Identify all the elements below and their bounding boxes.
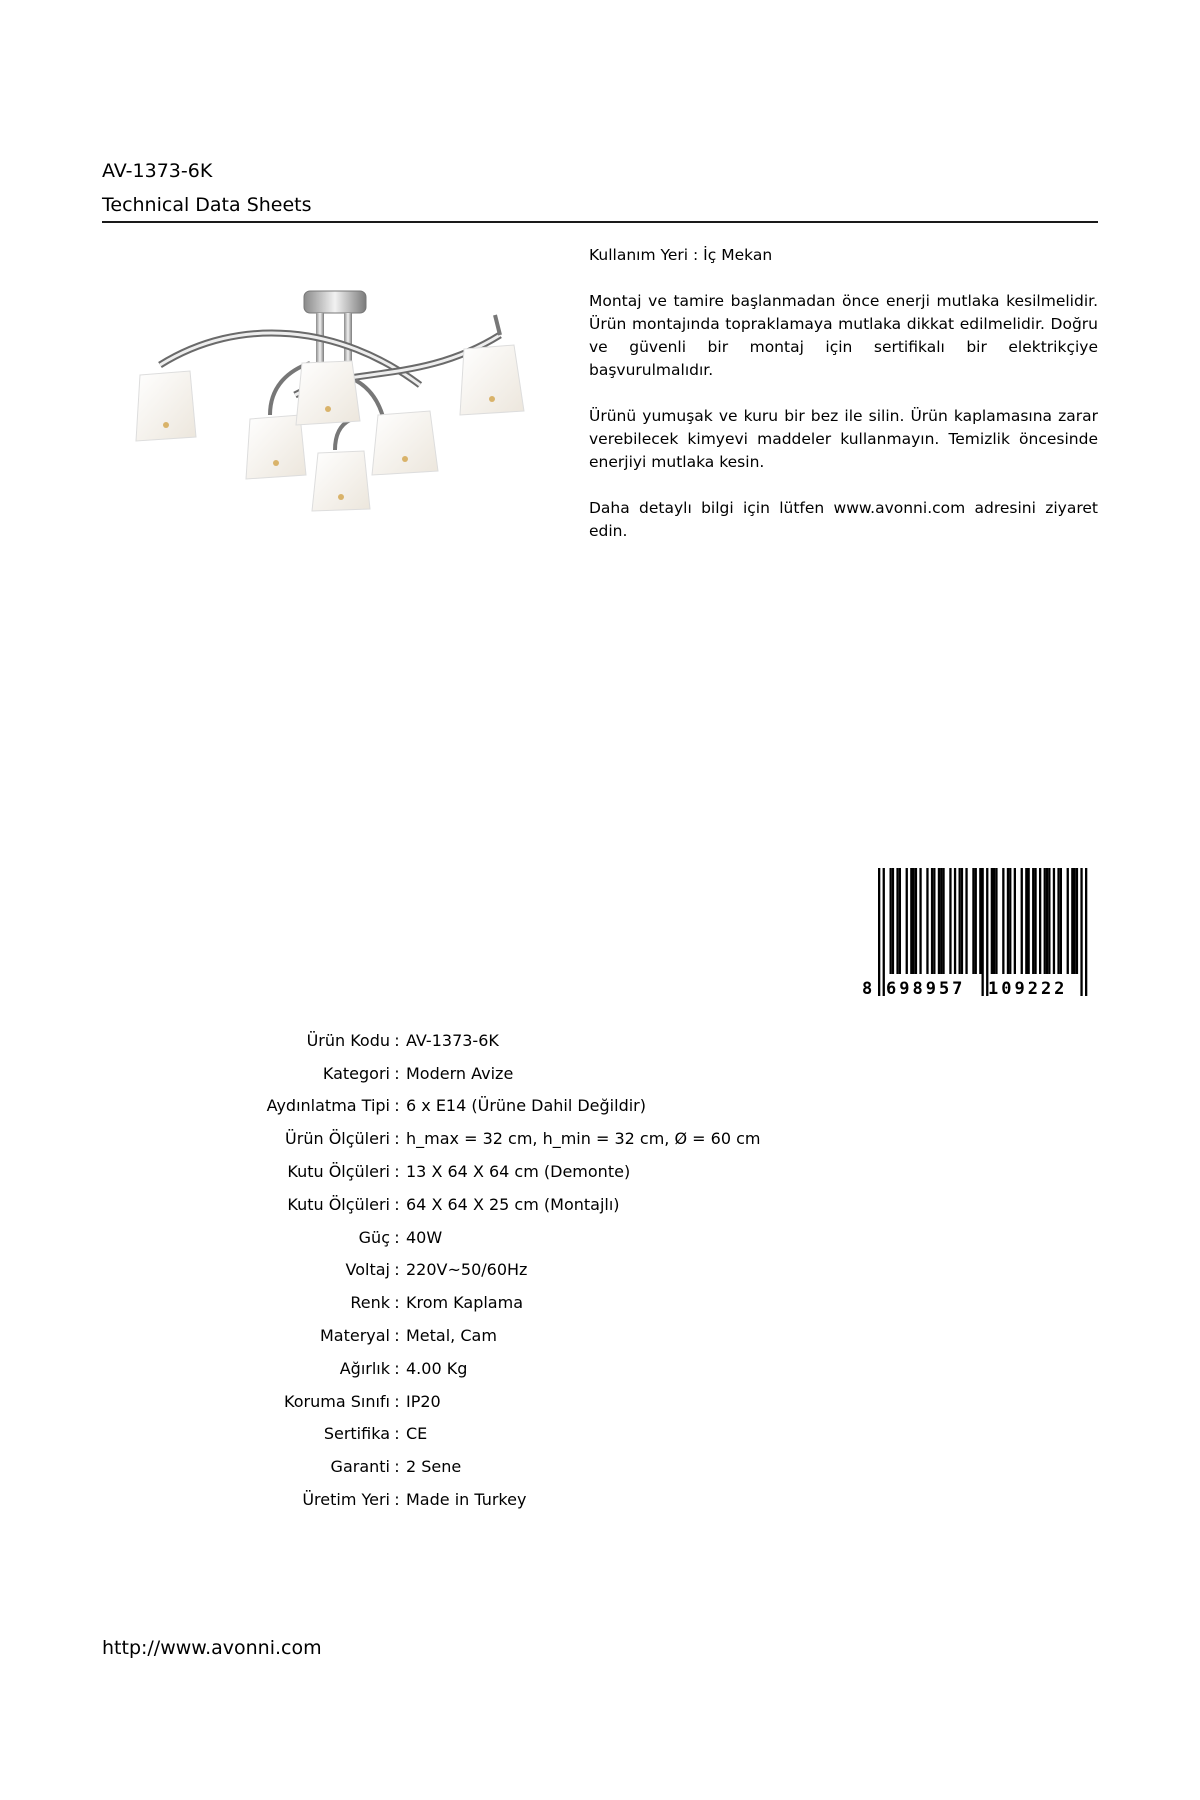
spec-separator: :: [394, 1096, 400, 1116]
barcode-bar: [954, 868, 956, 974]
barcode-bar: [986, 868, 988, 996]
barcode-bar: [1007, 868, 1009, 974]
spec-value: Made in Turkey: [406, 1490, 527, 1510]
spec-separator: :: [394, 1293, 400, 1313]
barcode-bar: [1046, 868, 1048, 974]
document-subtitle: Technical Data Sheets: [102, 194, 312, 216]
spec-value: 4.00 Kg: [406, 1358, 468, 1378]
spec-value: h_max = 32 cm, h_min = 32 cm, Ø = 60 cm: [406, 1129, 761, 1149]
spec-row: [150, 1090, 760, 1123]
spec-value: 64 X 64 X 25 cm (Montajlı): [406, 1194, 620, 1214]
more-info-notice: Daha detaylı bilgi için lütfen www.avonni.com adresini ziyaret edin.: [589, 499, 1098, 540]
product-information: [589, 244, 1098, 566]
barcode-bar: [993, 868, 995, 974]
spec-row: [150, 1155, 760, 1188]
spec-value: 220V~50/60Hz: [406, 1260, 528, 1280]
spec-label: Renk: [350, 1293, 390, 1313]
barcode-bar: [1002, 868, 1004, 974]
barcode-bar: [1014, 868, 1016, 974]
spec-row: [150, 1385, 760, 1418]
barcode-bar: [906, 868, 908, 974]
spec-row: [150, 1024, 760, 1057]
barcode-bar: [1034, 868, 1036, 974]
spec-label: Sertifika: [323, 1424, 390, 1444]
spec-label: Kutu Ölçüleri: [287, 1194, 390, 1214]
specifications-table: [150, 1024, 760, 1516]
barcode-digits-left: 698957: [886, 979, 966, 999]
barcode-bar: [896, 868, 898, 974]
barcode-bar: [1071, 868, 1073, 974]
barcode-bar: [883, 868, 885, 996]
barcode-bar: [949, 868, 951, 974]
spec-separator: :: [394, 1030, 400, 1050]
spec-value: AV-1373-6K: [406, 1030, 499, 1050]
barcode-bar: [1028, 868, 1030, 974]
barcode-bar: [1048, 868, 1050, 974]
spec-label: Ürün Kodu: [306, 1030, 390, 1050]
barcode-bar: [1009, 868, 1011, 974]
spec-value: 40W: [406, 1227, 443, 1247]
spec-label: Kutu Ölçüleri: [287, 1162, 390, 1182]
spec-value: IP20: [406, 1391, 441, 1411]
spec-value: CE: [406, 1424, 428, 1444]
cleaning-notice: Ürünü yumuşak ve kuru bir bez ile silin. Ürün kaplamasına zarar verebilecek kimyevi maddeler kullanmayın. Temizlik öncesinde enerjiyi mutlaka kesin.: [589, 407, 1098, 471]
spec-row: [150, 1418, 760, 1451]
barcode-bar: [919, 868, 921, 974]
spec-separator: :: [394, 1227, 400, 1247]
barcode-bar: [1076, 868, 1078, 974]
chandelier-product-image: [120, 275, 540, 525]
spec-separator: :: [394, 1194, 400, 1214]
barcode: [858, 866, 1096, 1000]
barcode-bar: [975, 868, 977, 974]
spec-row: [150, 1352, 760, 1385]
barcode-digits-right: 109222: [988, 979, 1068, 999]
barcode-bar: [1053, 868, 1055, 974]
installation-notice: Montaj ve tamire başlanmadan önce enerji mutlaka kesilmelidir. Ürün montajında topraklamaya mutlaka dikkat edilmelidir. Doğru ve güvenli bir montaj için sertifikalı bir elektrikçiye başvurulmalıdır.: [589, 292, 1098, 379]
barcode-bar: [1021, 868, 1023, 974]
spec-separator: :: [394, 1260, 400, 1280]
barcode-bar: [1032, 868, 1034, 974]
spec-row: [150, 1122, 760, 1155]
header-divider: [102, 221, 1098, 223]
barcode-bar: [938, 868, 940, 974]
spec-label: Materyal: [319, 1326, 390, 1346]
spec-separator: :: [394, 1326, 400, 1346]
barcode-bar: [940, 868, 942, 974]
barcode-bar: [1085, 868, 1087, 996]
barcode-bar: [1060, 868, 1062, 974]
spec-label: Kategori: [322, 1063, 390, 1083]
spec-value: Metal, Cam: [406, 1326, 497, 1346]
barcode-bar: [931, 868, 933, 974]
barcode-bar: [1067, 868, 1069, 974]
spec-row: [150, 1221, 760, 1254]
barcode-bar: [915, 868, 917, 974]
spec-separator: :: [394, 1063, 400, 1083]
product-code-title: AV-1373-6K: [102, 160, 213, 182]
spec-label: Üretim Yeri: [302, 1490, 390, 1510]
spec-row: [150, 1319, 760, 1352]
barcode-bar: [913, 868, 915, 974]
spec-separator: :: [394, 1490, 400, 1510]
spec-separator: :: [394, 1162, 400, 1182]
spec-row: [150, 1450, 760, 1483]
barcode-bar: [1039, 868, 1041, 974]
spec-label: Voltaj: [345, 1260, 390, 1280]
barcode-bar: [1080, 868, 1082, 996]
spec-separator: :: [394, 1457, 400, 1477]
barcode-digits-lead: 8: [862, 979, 873, 999]
spec-separator: :: [394, 1358, 400, 1378]
spec-label: Ürün Ölçüleri: [285, 1129, 390, 1149]
usage-location: Kullanım Yeri : İç Mekan: [589, 246, 773, 264]
barcode-bar: [1044, 868, 1046, 974]
spec-label: Güç: [358, 1227, 390, 1247]
barcode-bar: [910, 868, 912, 974]
barcode-bar: [926, 868, 928, 974]
spec-value: Krom Kaplama: [406, 1293, 523, 1313]
spec-label: Aydınlatma Tipi: [266, 1096, 390, 1116]
barcode-bar: [979, 868, 981, 974]
barcode-bar: [890, 868, 892, 974]
spec-label: Garanti: [330, 1457, 390, 1477]
spec-separator: :: [394, 1391, 400, 1411]
barcode-bar: [972, 868, 974, 974]
spec-separator: :: [394, 1424, 400, 1444]
spec-row: [150, 1057, 760, 1090]
spec-row: [150, 1188, 760, 1221]
barcode-bar: [965, 868, 967, 974]
barcode-bar: [991, 868, 993, 974]
spec-label: Ağırlık: [339, 1358, 390, 1378]
website-link[interactable]: http://www.avonni.com: [102, 1637, 322, 1659]
spec-separator: :: [394, 1129, 400, 1149]
barcode-bar: [899, 868, 901, 974]
barcode-bar: [1025, 868, 1027, 974]
barcode-bar: [933, 868, 935, 974]
barcode-bar: [995, 868, 997, 974]
barcode-bar: [961, 868, 963, 974]
spec-row: [150, 1286, 760, 1319]
spec-value: 13 X 64 X 64 cm (Demonte): [406, 1162, 631, 1182]
spec-label: Koruma Sınıfı: [284, 1391, 390, 1411]
spec-row: [150, 1483, 760, 1516]
barcode-bar: [892, 868, 894, 974]
barcode-bar: [982, 868, 984, 996]
spec-value: 2 Sene: [406, 1457, 462, 1477]
barcode-bar: [1074, 868, 1076, 974]
barcode-bar: [878, 868, 880, 996]
spec-row: [150, 1254, 760, 1287]
barcode-bar: [942, 868, 944, 974]
barcode-bar: [959, 868, 961, 974]
spec-value: 6 x E14 (Ürüne Dahil Değildir): [406, 1096, 646, 1116]
spec-value: Modern Avize: [406, 1063, 514, 1083]
barcode-bar: [1057, 868, 1059, 974]
